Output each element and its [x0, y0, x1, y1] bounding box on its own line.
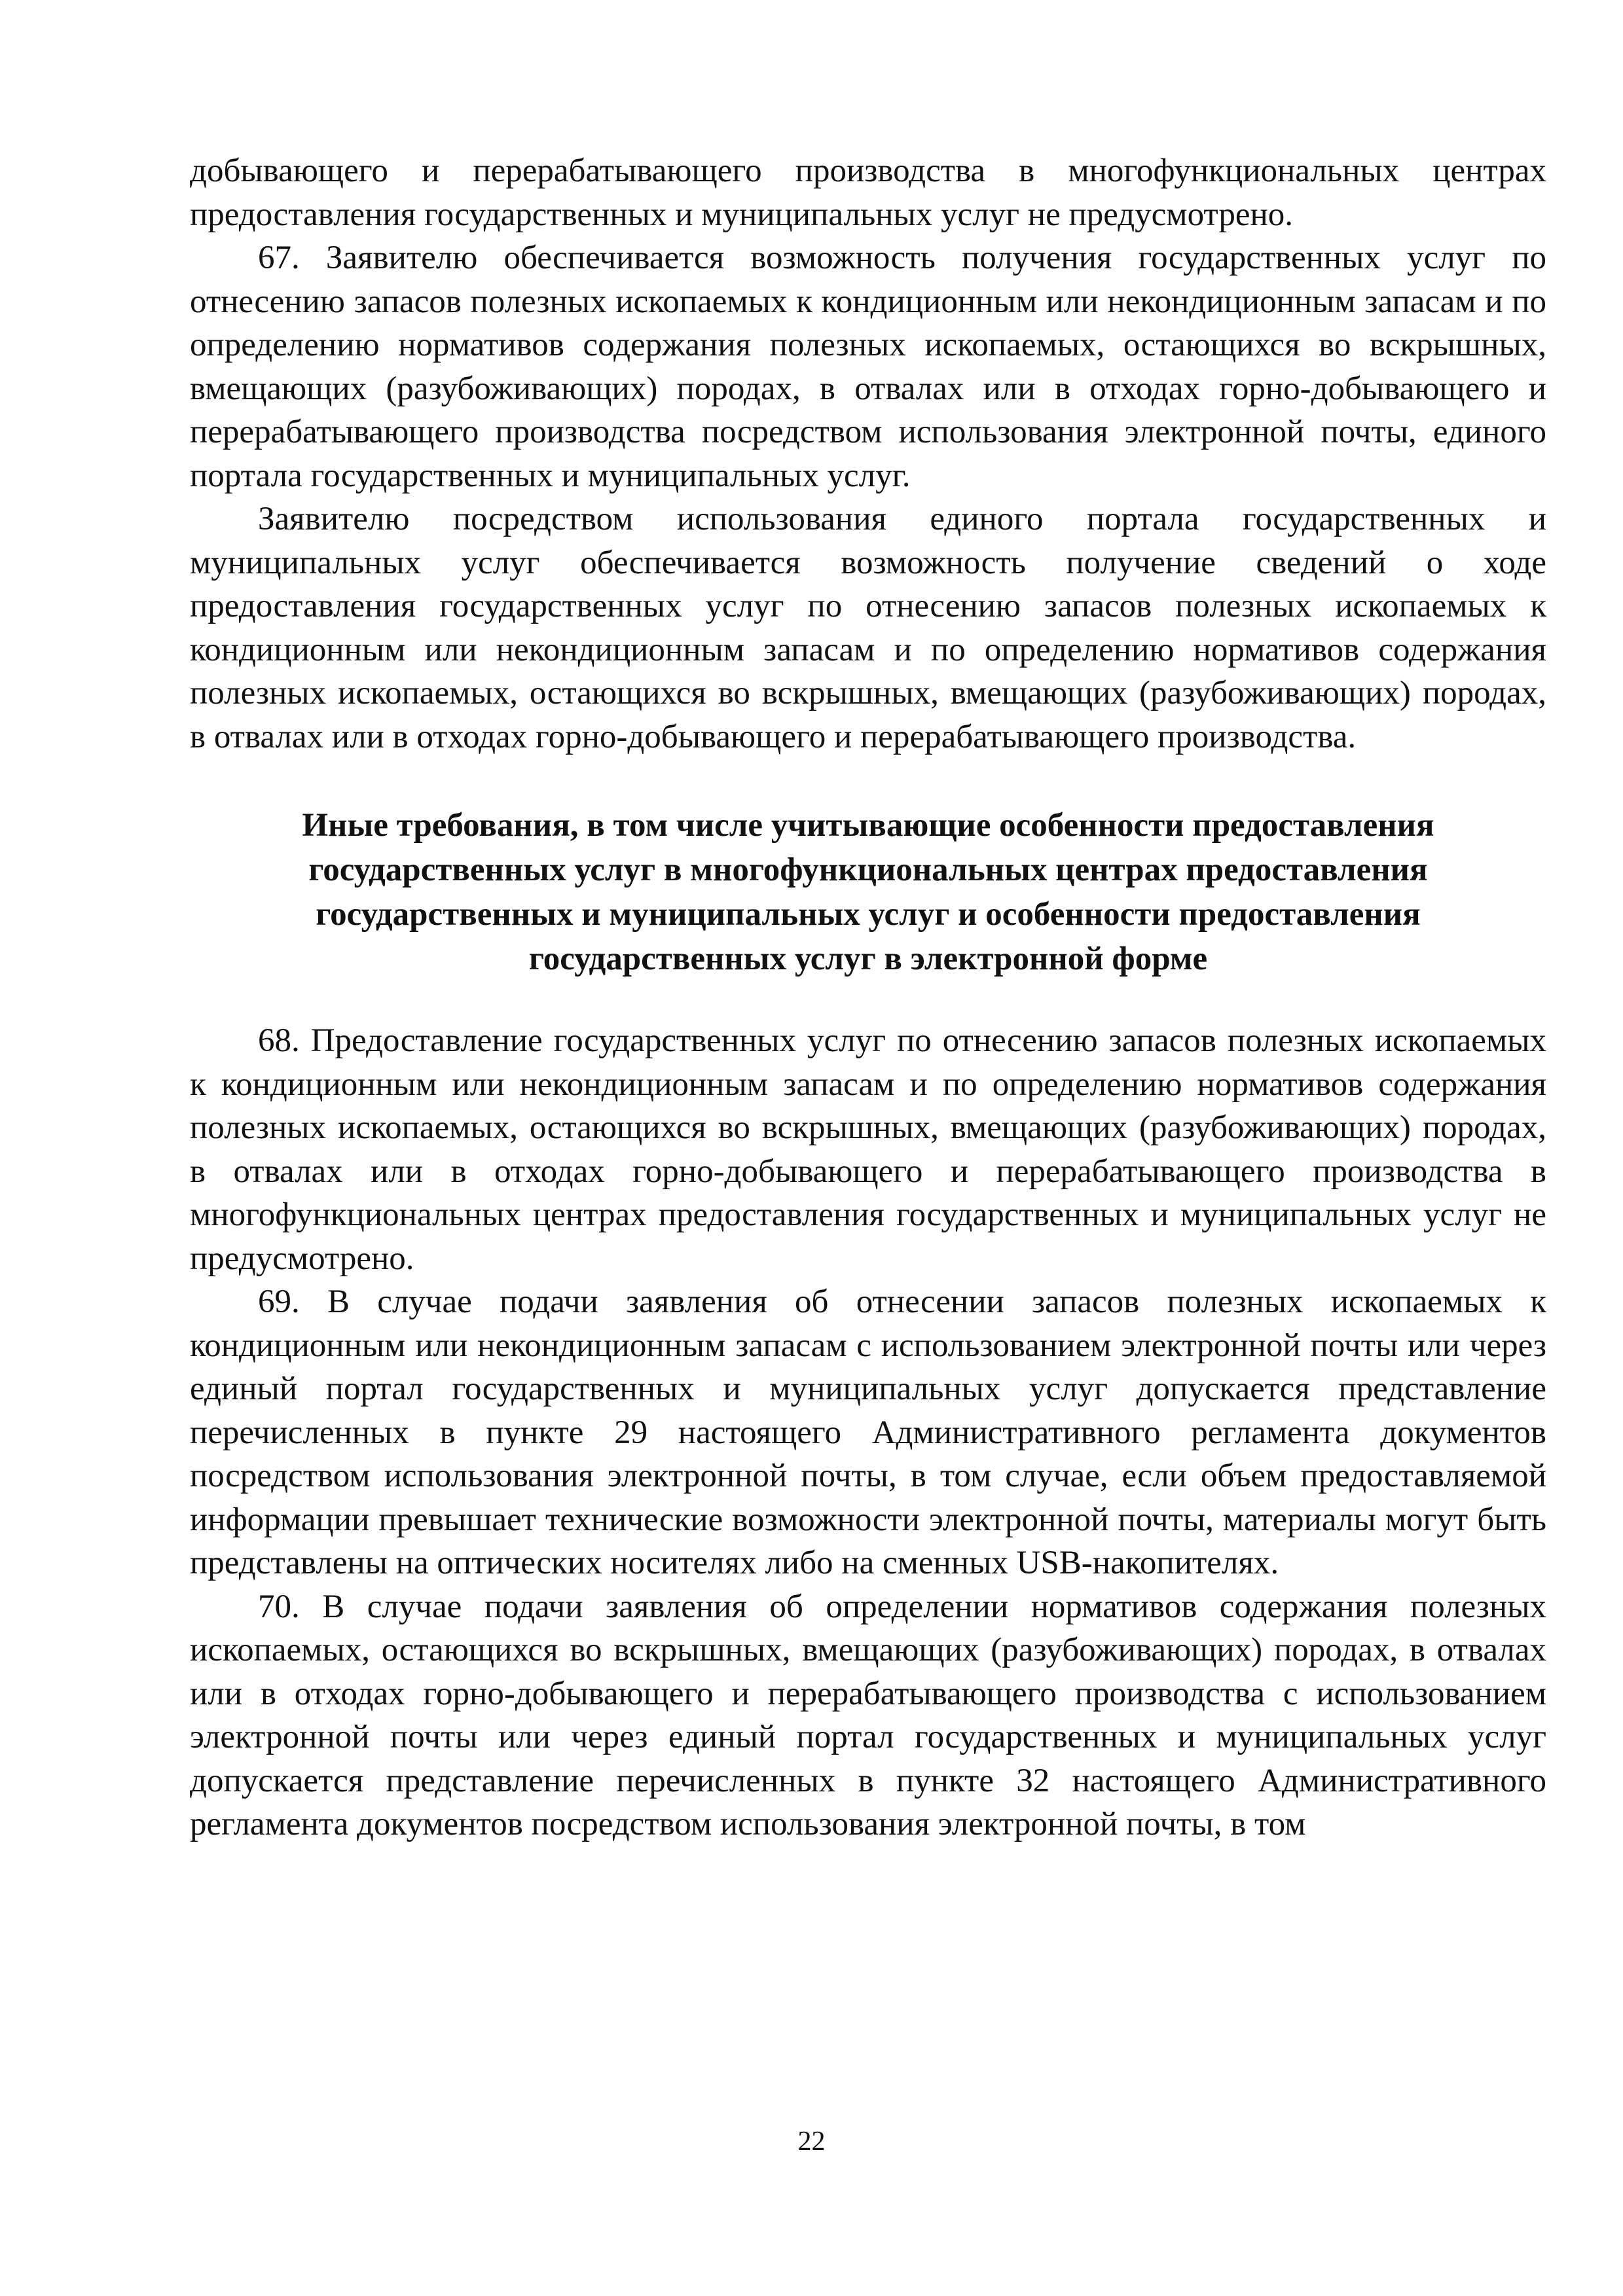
section-heading-line: государственных и муниципальных услуг и особенности предоставления	[316, 896, 1421, 933]
paragraph-67: 67. Заявителю обеспечивается возможность получения государственных услуг по отнесению запасов полезных ископаемых к кондиционным или некондиционным запасам и по определению нормативов содержания полезных ископаемых, остающихся во вскрышных, вмещающих (разубоживающих) породах, в отвалах или в отходах горно-добывающего и перерабатывающего производства посредством использования электронной почты, единого портала государственных и муниципальных услуг.	[190, 240, 1546, 494]
paragraph-70: 70. В случае подачи заявления об определении нормативов содержания полезных ископаемых, остающихся во вскрышных, вмещающих (разубоживающих) породах, в отвалах или в отходах горно-добывающего и перерабатывающего производства с использованием электронной почты или через единый портал государственных и муниципальных услуг допускается представление перечисленных в пункте 32 настоящего Административного регламента документов посредством использования электронной почты, в том	[190, 1588, 1546, 1842]
section-heading-line: государственных услуг в многофункциональных центрах предоставления	[308, 852, 1428, 888]
document-page	[190, 149, 1546, 1846]
paragraph-continuation: добывающего и перерабатывающего производства в многофункциональных центрах предоставления государственных и муниципальных услуг не предусмотрено.	[190, 152, 1546, 233]
section-heading-line: государственных услуг в электронной форме	[528, 941, 1208, 977]
paragraph-epgu-status: Заявителю посредством использования единого портала государственных и муниципальных услуг обеспечивается возможность получение сведений о ходе предоставления государственных услуг по отнесению запасов полезных ископаемых к кондиционным или некондиционным запасам и по определению нормативов содержания полезных ископаемых, остающихся во вскрышных, вмещающих (разубоживающих) породах, в отвалах или в отходах горно-добывающего и перерабатывающего производства.	[190, 501, 1546, 755]
section-heading-line: Иные требования, в том числе учитывающие особенности предоставления	[302, 807, 1434, 844]
paragraph-69: 69. В случае подачи заявления об отнесении запасов полезных ископаемых к кондиционным или некондиционным запасам с использованием электронной почты или через единый портал государственных и муниципальных услуг допускается представление перечисленных в пункте 29 настоящего Административного регламента документов посредством использования электронной почты, в том случае, если объем предоставляемой информации превышает технические возможности электронной почты, материалы могут быть представлены на оптических носителях либо на сменных USB-накопителях.	[190, 1283, 1546, 1581]
section-heading	[190, 803, 1546, 981]
page-number: 22	[797, 2126, 826, 2157]
paragraph-68: 68. Предоставление государственных услуг по отнесению запасов полезных ископаемых к кондиционным или некондиционным запасам и по определению нормативов содержания полезных ископаемых, остающихся во вскрышных, вмещающих (разубоживающих) породах, в отвалах или в отходах горно-добывающего и перерабатывающего производства в многофункциональных центрах предоставления государственных и муниципальных услуг не предусмотрено.	[190, 1022, 1546, 1277]
